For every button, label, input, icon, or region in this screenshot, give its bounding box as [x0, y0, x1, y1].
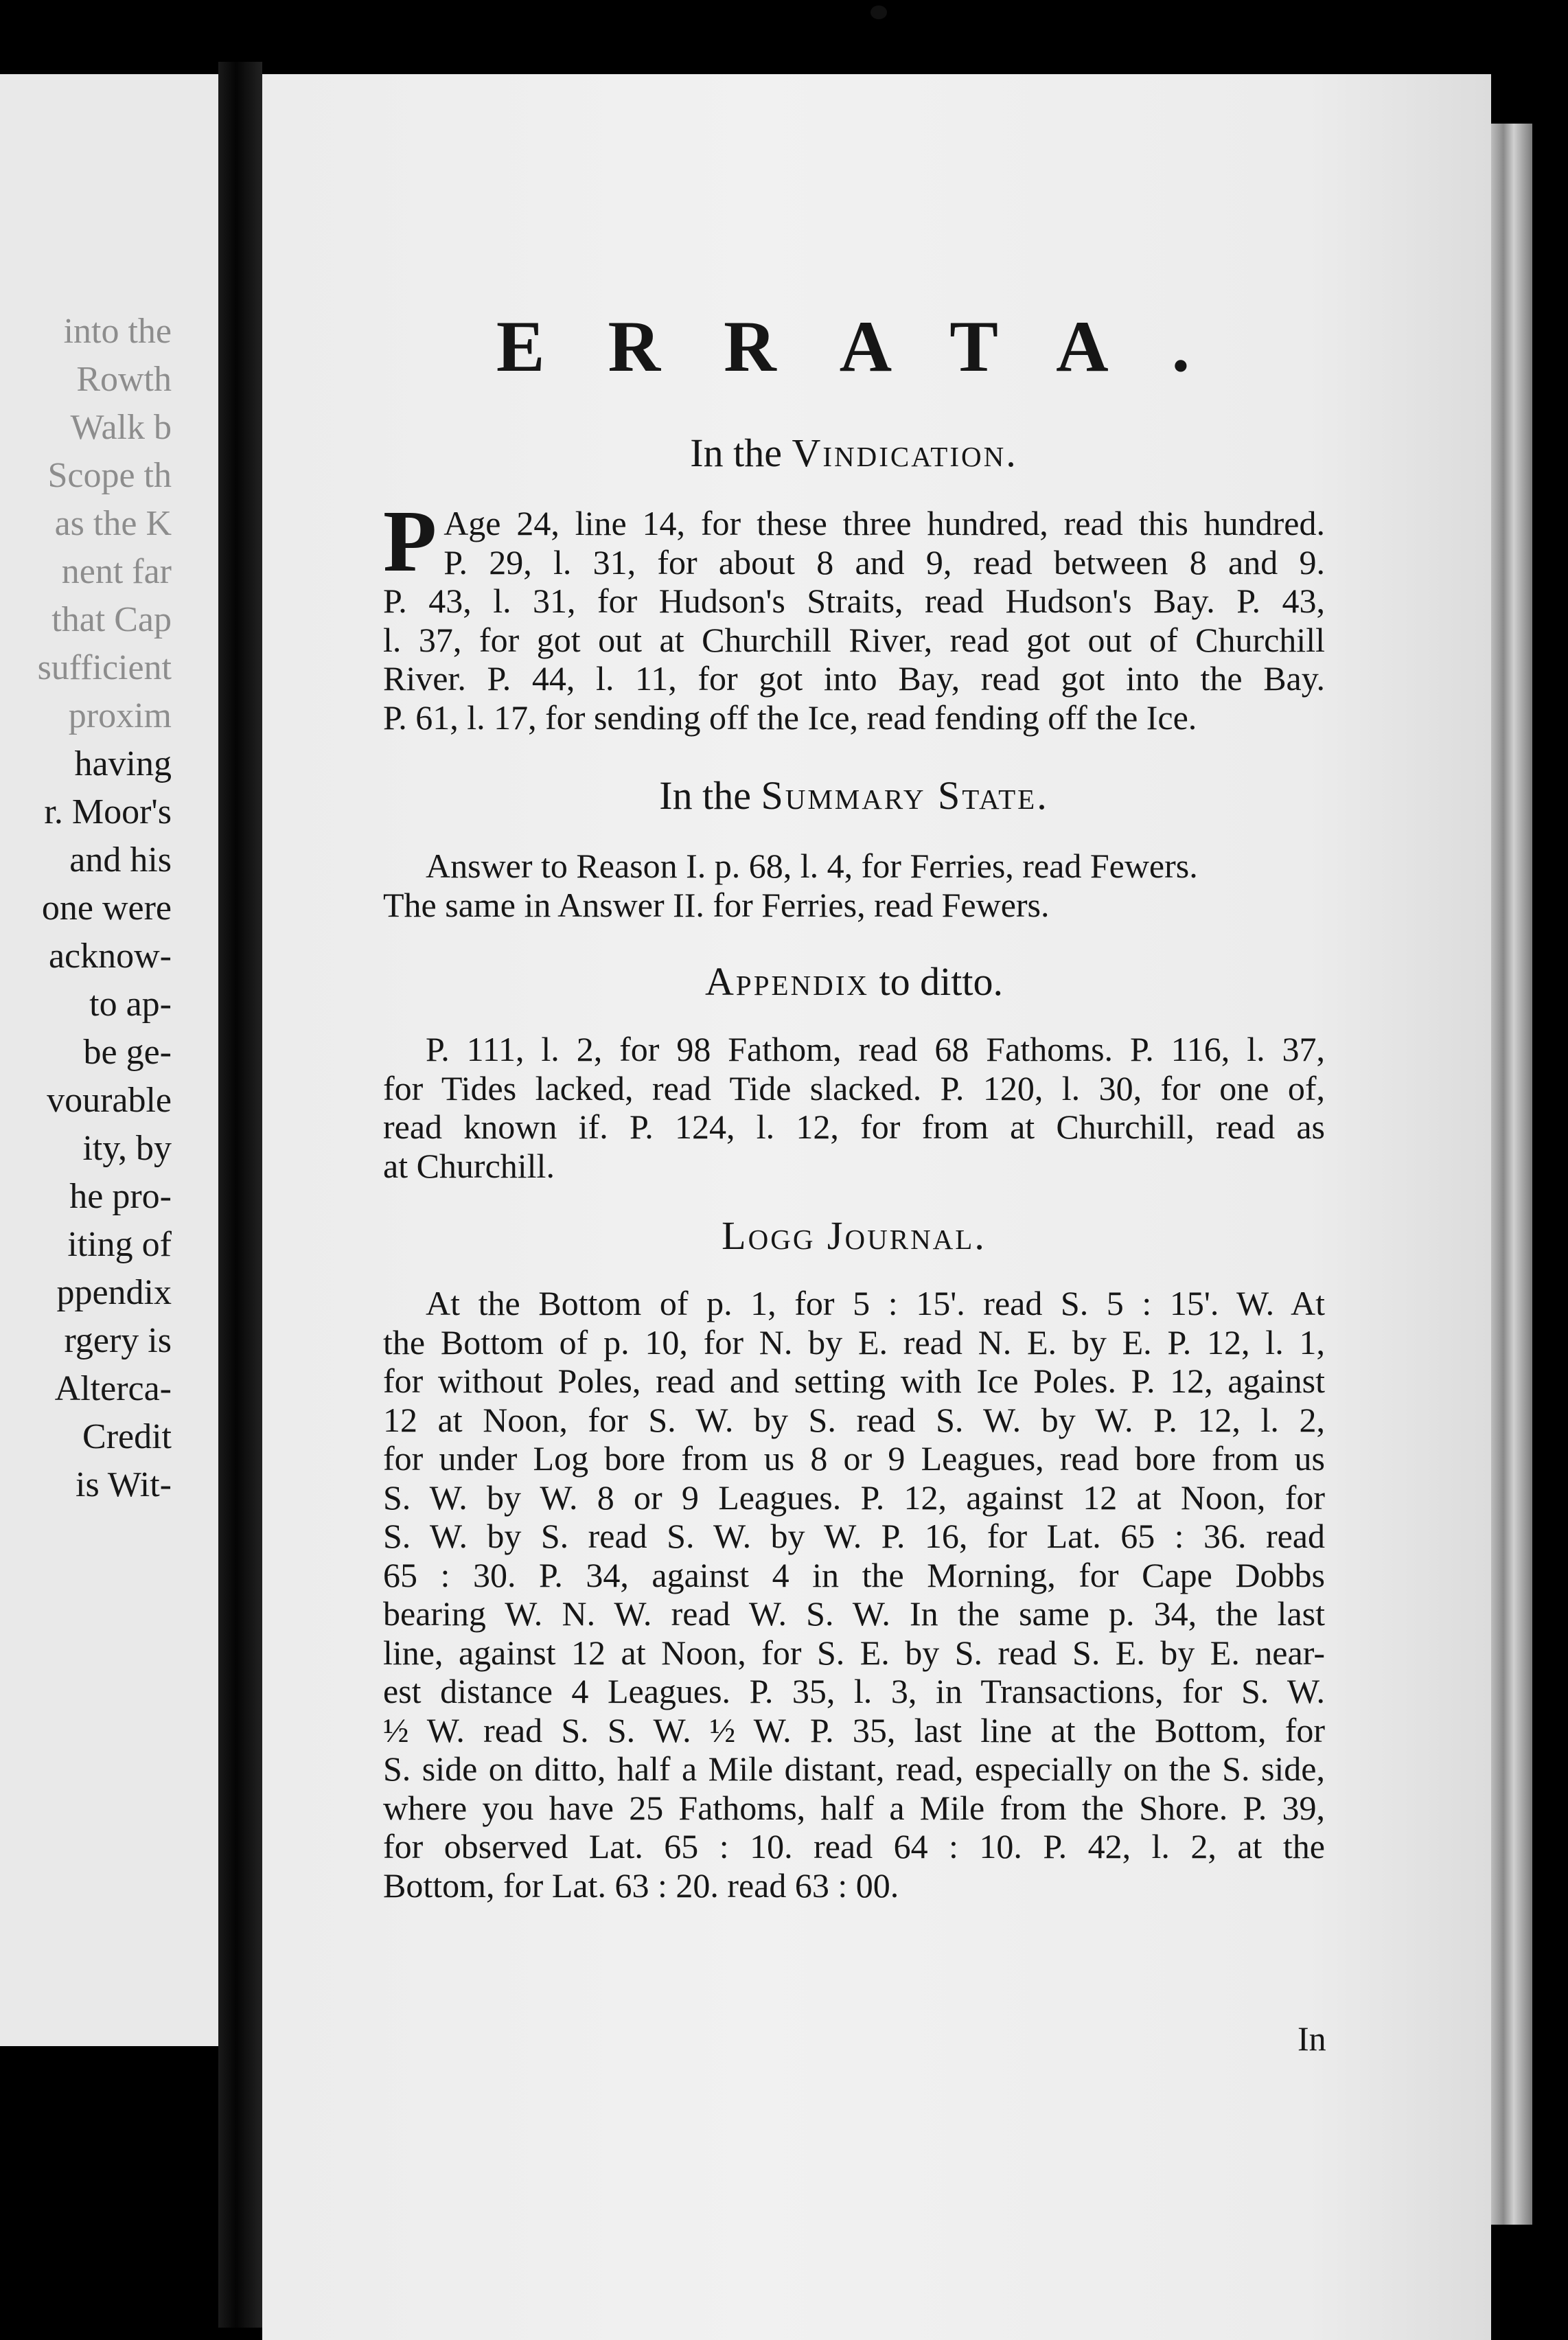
facing-line: vourable	[47, 1081, 172, 1120]
text-line: At the Bottom of p. 1, for 5 : 15'. read S. 5 : 15'. W. At	[426, 1284, 1325, 1322]
heading-prefix: In the	[690, 431, 792, 475]
page-title: ERRATA.	[496, 306, 1254, 387]
facing-line: nent far	[61, 552, 172, 591]
text-line: read known if. P. 124, l. 12, for from at Churchill, read as	[383, 1108, 1325, 1146]
text-line: 12 at Noon, for S. W. by S. read S. W. by W. P. 12, l. 2,	[383, 1400, 1325, 1439]
errata-paragraph-vindication	[383, 492, 1325, 737]
facing-line: Credit	[82, 1417, 172, 1456]
text-line: River. P. 44, l. 11, for got into Bay, read got into the Bay.	[383, 659, 1325, 698]
facing-line: acknow-	[48, 937, 172, 976]
facing-line: rgery is	[64, 1321, 172, 1360]
heading-smallcaps: Summary State.	[761, 773, 1049, 818]
heading-smallcaps: Appendix	[705, 959, 870, 1004]
text-line: for under Log bore from us 8 or 9 Leagues, read bore from us	[383, 1439, 1325, 1478]
text-line: where you have 25 Fathoms, half a Mile from the Shore. P. 39,	[383, 1788, 1325, 1827]
facing-line: ity, by	[82, 1129, 172, 1168]
drop-cap: P	[383, 492, 437, 590]
section-heading-summary	[383, 768, 1325, 823]
text-line: for Tides lacked, read Tide slacked. P. 120, l. 30, for one of,	[383, 1068, 1325, 1108]
facing-line: is Wit-	[76, 1465, 172, 1504]
errata-paragraph-logg	[383, 1284, 1325, 1905]
facing-line: that Cap	[51, 600, 172, 639]
text-line: Answer to Reason I. p. 68, l. 4, for Ferries, read Fewers.	[426, 847, 1198, 885]
ink-smudge	[871, 5, 887, 19]
facing-line: be ge-	[83, 1033, 172, 1072]
text-line: S. side on ditto, half a Mile distant, read, especially on the S. side,	[383, 1750, 1325, 1788]
facing-line: Alterca-	[54, 1369, 172, 1408]
text-line: ½ W. read S. S. W. ½ W. P. 35, last line at the Bottom, for	[383, 1710, 1325, 1750]
facing-line: sufficient	[37, 648, 172, 687]
page-edges	[1491, 124, 1532, 2225]
heading-smallcaps: Vindication.	[792, 431, 1018, 475]
text-line: P. 111, l. 2, for 98 Fathom, read 68 Fathoms. P. 116, l. 37,	[426, 1030, 1325, 1068]
book-gutter	[218, 62, 262, 2328]
errata-paragraph-summary-2	[383, 886, 1325, 925]
facing-line: he pro-	[69, 1177, 172, 1216]
text-line: the Bottom of p. 10, for N. by E. read N. E. by E. P. 12, l. 1,	[383, 1322, 1325, 1362]
page-content	[383, 302, 1325, 1905]
text-line: The same in Answer II. for Ferries, read Fewers.	[383, 885, 1050, 924]
facing-line: Rowth	[76, 360, 172, 399]
facing-line: Scope th	[47, 456, 172, 495]
facing-line: having	[74, 744, 172, 783]
text-line: P. 29, l. 31, for about 8 and 9, read between 8 and 9.	[443, 542, 1325, 582]
section-heading-vindication	[383, 426, 1325, 481]
text-line: S. W. by W. 8 or 9 Leagues. P. 12, against 12 at Noon, for	[383, 1478, 1325, 1517]
catchword: In	[1298, 2019, 1326, 2058]
facing-line: ppendix	[56, 1273, 172, 1312]
heading-smallcaps: Logg Journal.	[722, 1213, 987, 1258]
facing-line: iting of	[67, 1225, 172, 1264]
facing-line: into the	[63, 312, 172, 351]
facing-line: one were	[41, 888, 172, 928]
text-line: P. 61, l. 17, for sending off the Ice, read fending off the Ice.	[383, 698, 1197, 737]
text-line: l. 37, for got out at Churchill River, read got out of Churchill	[383, 620, 1325, 659]
text-line: line, against 12 at Noon, for S. E. by S. read S. E. by E. near-	[383, 1633, 1325, 1672]
text-line: for without Poles, read and setting with Ice Poles. P. 12, against	[383, 1362, 1325, 1400]
heading-prefix: In the	[659, 773, 761, 818]
text-line: Bottom, for Lat. 63 : 20. read 63 : 00.	[383, 1866, 899, 1905]
text-line: est distance 4 Leagues. P. 35, l. 3, in Transactions, for S. W.	[383, 1672, 1325, 1710]
facing-line: r. Moor's	[44, 792, 172, 831]
errata-paragraph-summary	[383, 847, 1325, 886]
section-heading-logg	[383, 1208, 1325, 1263]
facing-line: proxim	[68, 696, 172, 735]
facing-line: as the K	[54, 504, 172, 543]
errata-paragraph-appendix	[383, 1030, 1325, 1185]
text-line: Age 24, line 14, for these three hundred, read this hundred.	[443, 504, 1325, 542]
section-heading-appendix	[383, 954, 1325, 1009]
text-line: P. 43, l. 31, for Hudson's Straits, read Hudson's Bay. P. 43,	[383, 582, 1325, 620]
heading-suffix: to ditto.	[869, 959, 1003, 1004]
text-line: at Churchill.	[383, 1146, 555, 1185]
text-line: 65 : 30. P. 34, against 4 in the Morning, for Cape Dobbs	[383, 1555, 1325, 1594]
text-line: bearing W. N. W. read W. S. W. In the same p. 34, the last	[383, 1594, 1325, 1633]
facing-line: to ap-	[89, 985, 172, 1024]
text-line: for observed Lat. 65 : 10. read 64 : 10. P. 42, l. 2, at the	[383, 1827, 1325, 1866]
facing-line: Walk b	[70, 408, 172, 447]
facing-page-text	[0, 308, 172, 1509]
text-line: S. W. by S. read S. W. by W. P. 16, for Lat. 65 : 36. read	[383, 1517, 1325, 1555]
facing-line: and his	[69, 840, 172, 880]
facing-page-fragment	[0, 74, 218, 2046]
